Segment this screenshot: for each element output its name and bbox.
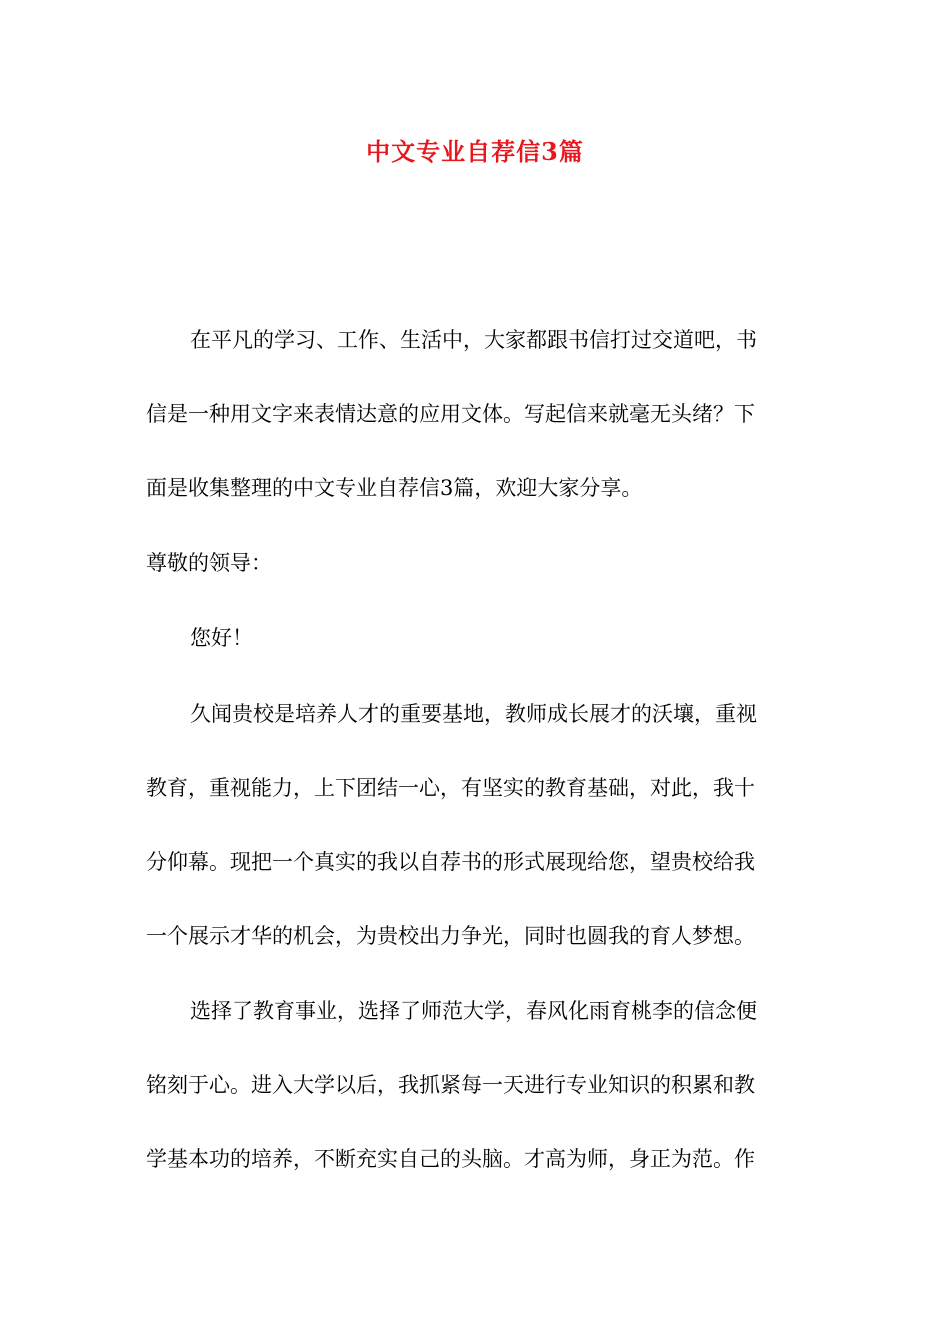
salutation: 尊敬的领导： bbox=[146, 551, 272, 575]
paragraph-1-line-4: 一个展示才华的机会，为贵校出力争光，同时也圆我的育人梦想。 bbox=[146, 924, 755, 948]
paragraph-1-line-2: 教育，重视能力，上下团结一心，有坚实的教育基础，对此，我十 bbox=[146, 776, 755, 800]
intro-line-3: 面是收集整理的中文专业自荐信3篇，欢迎大家分享。 bbox=[146, 476, 643, 500]
intro-line-1: 在平凡的学习、工作、生活中，大家都跟书信打过交道吧，书 bbox=[190, 328, 757, 352]
paragraph-1-line-1: 久闻贵校是培养人才的重要基地，教师成长展才的沃壤，重视 bbox=[190, 702, 757, 726]
paragraph-2-line-1: 选择了教育事业，选择了师范大学，春风化雨育桃李的信念便 bbox=[190, 999, 757, 1023]
greeting: 您好！ bbox=[190, 626, 253, 650]
paragraph-2-line-3: 学基本功的培养，不断充实自己的头脑。才高为师，身正为范。作 bbox=[146, 1147, 755, 1171]
document-title: 中文专业自荐信3篇 bbox=[366, 137, 584, 166]
paragraph-1-line-3: 分仰幕。现把一个真实的我以自荐书的形式展现给您，望贵校给我 bbox=[146, 850, 755, 874]
intro-line-2: 信是一种用文字来表情达意的应用文体。写起信来就毫无头绪？下 bbox=[146, 402, 755, 426]
paragraph-2-line-2: 铭刻于心。进入大学以后，我抓紧每一天进行专业知识的积累和教 bbox=[146, 1073, 755, 1097]
